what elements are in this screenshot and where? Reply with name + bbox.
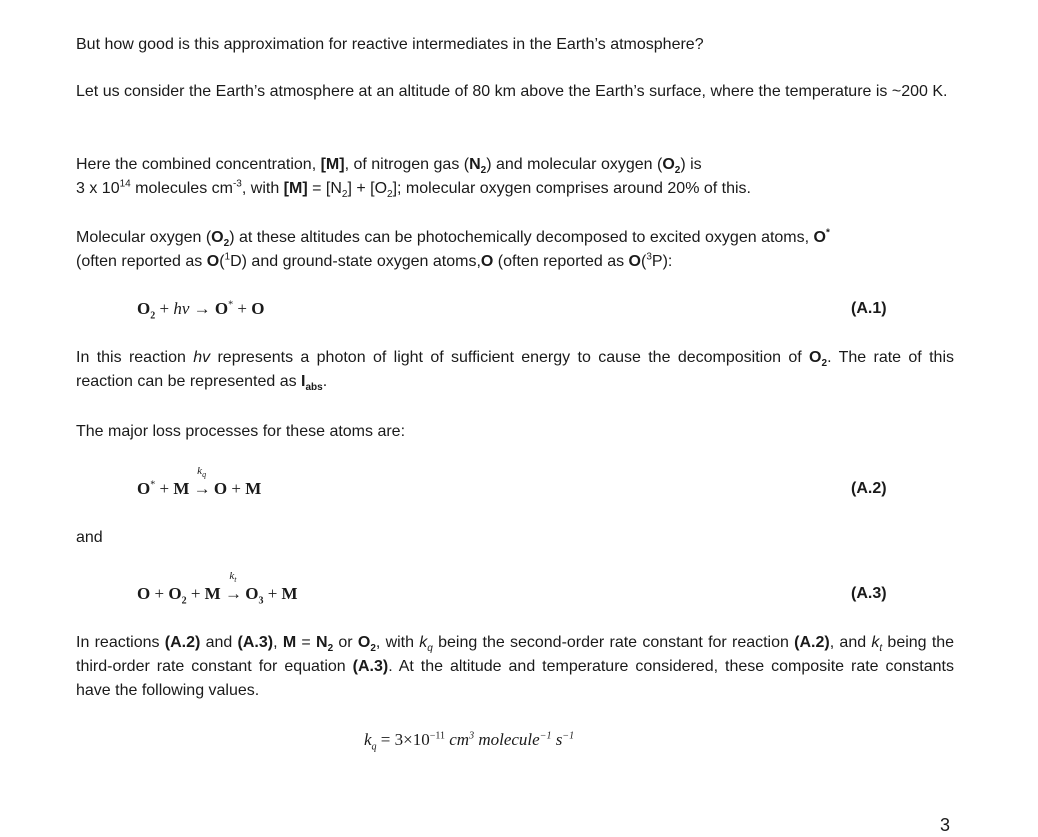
equation-a3-label: (A.3) bbox=[851, 585, 887, 602]
equation-a3: $O + O_2 + M$ $k_t$ → $O_3 + M$ bbox=[137, 570, 298, 607]
equation-a1: $O_2 + h\nu \to O^* + O$ bbox=[137, 299, 265, 322]
paragraph-photolysis: Molecular oxygen $(O_2)$ at these altitudes can be photochemically decomposed to excited oxygen atoms, O* (often reported as O($^1$D) and ground-state oxygen atoms,O (often reported as O($^3$P): bbox=[76, 227, 830, 270]
paragraph-concentration: Here the combined concentration, [M], of nitrogen gas $(N_2)$ and molecular oxygen $(O_2)$ is 3 x $10^{14}$ molecules $cm^{-3}$, with $[M] = [N_2] + [O_2]$; molecular oxygen comprises around 20% of this. bbox=[76, 156, 751, 201]
equation-a1-label: (A.1) bbox=[851, 300, 887, 317]
paragraph-altitude: Let us consider the Earth’s atmosphere at an altitude of 80 km above the Earth’s surface, where the temperature is ~200 K. bbox=[76, 83, 948, 100]
page-number: 3 bbox=[940, 815, 951, 835]
equation-a2-label: (A.2) bbox=[851, 480, 887, 497]
paragraph-reactions: In reactions (A.2) and (A.3), $M = N_2$ or $O_2$, with $k_q$ being the second-order rate constant for reaction (A.2), and $k_t$ being the third-order rate constant for equation (A.3). At the altitude and temperature considered, these composite rate constants have the following values. bbox=[76, 634, 955, 699]
paragraph-hv: In this reaction hv represents a photon of light of sufficient energy to cause the decomposition of $O_2$. The rate of this reaction can be represented as $I_{abs}$. bbox=[76, 349, 954, 394]
rate-constant-kq: $k_q = 3\times 10^{-11}$ $cm^3$ molecule$^{-1}$ $s^{-1}$ bbox=[364, 730, 575, 753]
word-and: and bbox=[76, 529, 103, 546]
equation-a2: O* + M $k_q$ → O + M bbox=[137, 465, 262, 498]
paragraph-loss: The major loss processes for these atoms are: bbox=[76, 423, 406, 440]
intro-question: But how good is this approximation for reactive intermediates in the Earth’s atmosphere? bbox=[76, 36, 704, 53]
